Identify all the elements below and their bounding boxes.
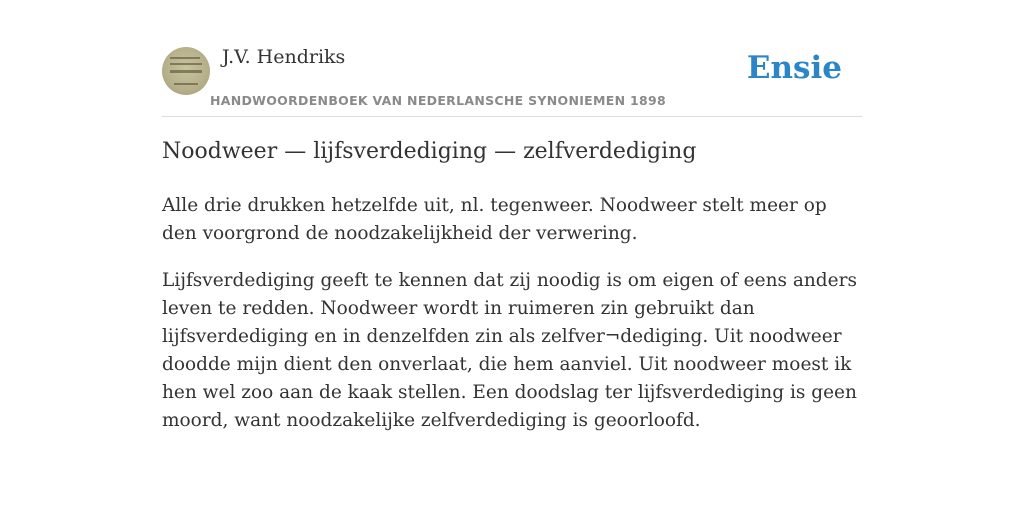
- source-title[interactable]: HANDWOORDENBOEK VAN NEDERLANSCHE SYNONIEMEN 1898: [210, 93, 667, 108]
- paragraph: Alle drie drukken hetzelfde uit, nl. tegenweer. Noodweer stelt meer op den voorgrond de noodzakelijkheid der verwering.: [162, 195, 827, 244]
- author-name[interactable]: J.V. Hendriks: [222, 46, 346, 68]
- header: [162, 0, 862, 117]
- book-cover-avatar[interactable]: [162, 47, 210, 95]
- paragraph: Lijfsverdediging geeft te kennen dat zij noodig is om eigen of eens anders leven te redden. Noodweer wordt in ruimeren zin gebruikt dan lijfsverdediging en in denzelfden zin als zelfver¬dediging. Uit noodweer doodde mijn dient den onverlaat, die hem aanviel. Uit noodweer moest ik hen wel zoo aan de kaak stellen. Een doodslag ter lijfsverdediging is geen moord, want noodzakelijke zelfverdediging is geoorloofd.: [162, 270, 857, 431]
- article-title: Noodweer — lijfsverdediging — zelfverdediging: [162, 139, 697, 164]
- article-body: [162, 192, 862, 454]
- brand-logo[interactable]: Ensie: [746, 50, 842, 86]
